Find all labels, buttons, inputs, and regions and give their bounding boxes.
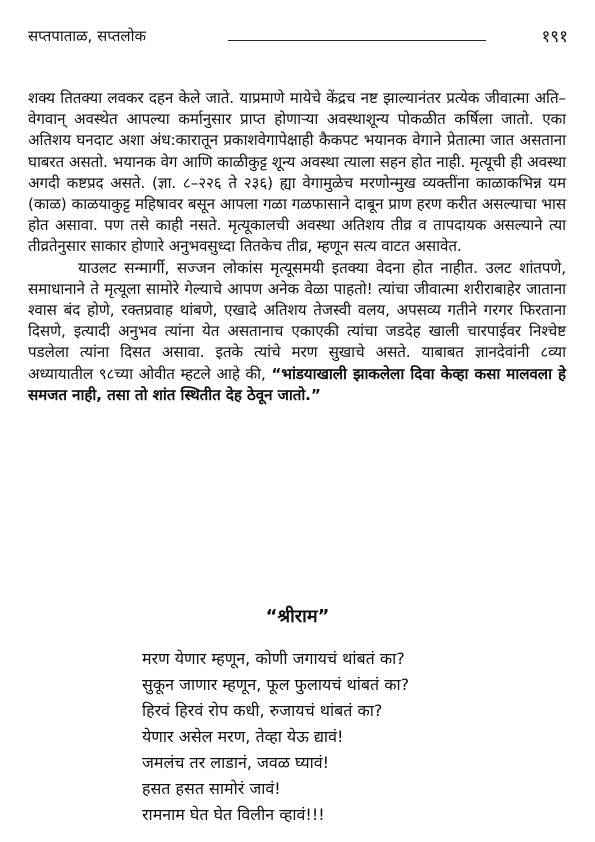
running-title: सप्तपाताळ, सप्तलोक — [28, 27, 146, 45]
paragraph-2 — [28, 258, 566, 406]
header-rule — [228, 40, 486, 41]
poem-line: हसत हसत सामोरं जावं! — [142, 779, 281, 798]
poem-line: मरण येणार म्हणून, कोणी जगायचं थांबतं का? — [142, 649, 405, 668]
poem — [142, 646, 582, 828]
poem-line: येणार असेल मरण, तेव्हा येऊ द्यावं! — [142, 727, 344, 746]
paragraph-1: शक्य तितक्या लवकर दहन केले जाते. याप्रमाणे मायेचे केंद्रच नष्ट झाल्यानंतर प्रत्येक जीवात्मा अति–वेगवान् अवस्थेत आपल्या कर्मानुसार प्राप्त होणाऱ्या अवस्थाशून्य पोकळीत कर्षिला जातो. एका अतिशय घनदाट अशा अंध:कारातून प्रकाशवेगापेक्षाही कैकपट भयानक वेगाने प्रेतात्मा जात असताना घाबरत असतो. भयानक वेग आणि काळीकुट्ट शून्य अवस्था त्याला सहन होत नाही. मृत्यूची ही अवस्था अगदी कष्टप्रद असते. (ज्ञा. ८–२२६ ते २३६) ह्या वेगामुळेच मरणोन्मुख व्यक्तींना काळाकभिन्न यम (काळ) काळयाकुट्ट महिषावर बसून आपला गळा गळफासाने दाबून प्राण हरण करीत असल्याचा भास होत असावा. पण तसे काही नसते. मृत्यूकालची अवस्था अतिशय तीव्र व तापदायक असल्याने त्या तीव्रतेनुसार साकार होणारे अनुभवसुध्दा तितकेच तीव्र, म्हणून सत्य वाटत असावेत. — [28, 89, 566, 256]
poem-line: सुकून जाणार म्हणून, फूल फुलायचं थांबतं का? — [142, 675, 410, 694]
poem-line: हिरवं हिरवं रोप कधी, रुजायचं थांबतं का? — [142, 701, 383, 720]
body-text — [28, 88, 566, 406]
poem-line: रामनाम घेत घेत विलीन व्हावं!!! — [142, 805, 325, 824]
page-header — [28, 26, 568, 52]
section-title: “श्रीराम” — [265, 606, 330, 627]
poem-line: जमलंच तर लाडानं, जवळ घ्यावं! — [142, 753, 330, 772]
dnyaneshwari-quote: “भांडयाखाली झाकलेला दिवा केव्हा कसा मालवला हे समजत नाही, तसा तो शांत स्थितीत देह ठेवून जातो.” — [28, 364, 567, 404]
paragraph-2-text: याउलट सन्मार्गी, सज्जन लोकांस मृत्यूसमयी इतक्या वेदना होत नाहीत. उलट शांतपणे, समाधानाने ते मृत्यूला सामोरे गेल्याचे आपण अनेक वेळा पाहतो! त्यांचा जीवात्मा शरीराबाहेर जाताना श्वास बंद होणे, रक्तप्रवाह थांबणे, एखादे अतिशय तेजस्वी वलय, अपसव्य गतीने गरगर फिरताना दिसणे, इत्यादी अनुभव त्यांना येत असतानाच एकाएकी त्यांचा जडदेह खाली चारपाईवर निश्चेष्ट पडलेला त्यांना दिसत असावा. इतके त्यांचे मरण सुखाचे असते. याबाबत ज्ञानदेवांनी ८व्या अध्यायातील ९८च्या ओवीत म्हटले आहे की, — [28, 258, 566, 383]
page-number: १९१ — [541, 27, 568, 47]
